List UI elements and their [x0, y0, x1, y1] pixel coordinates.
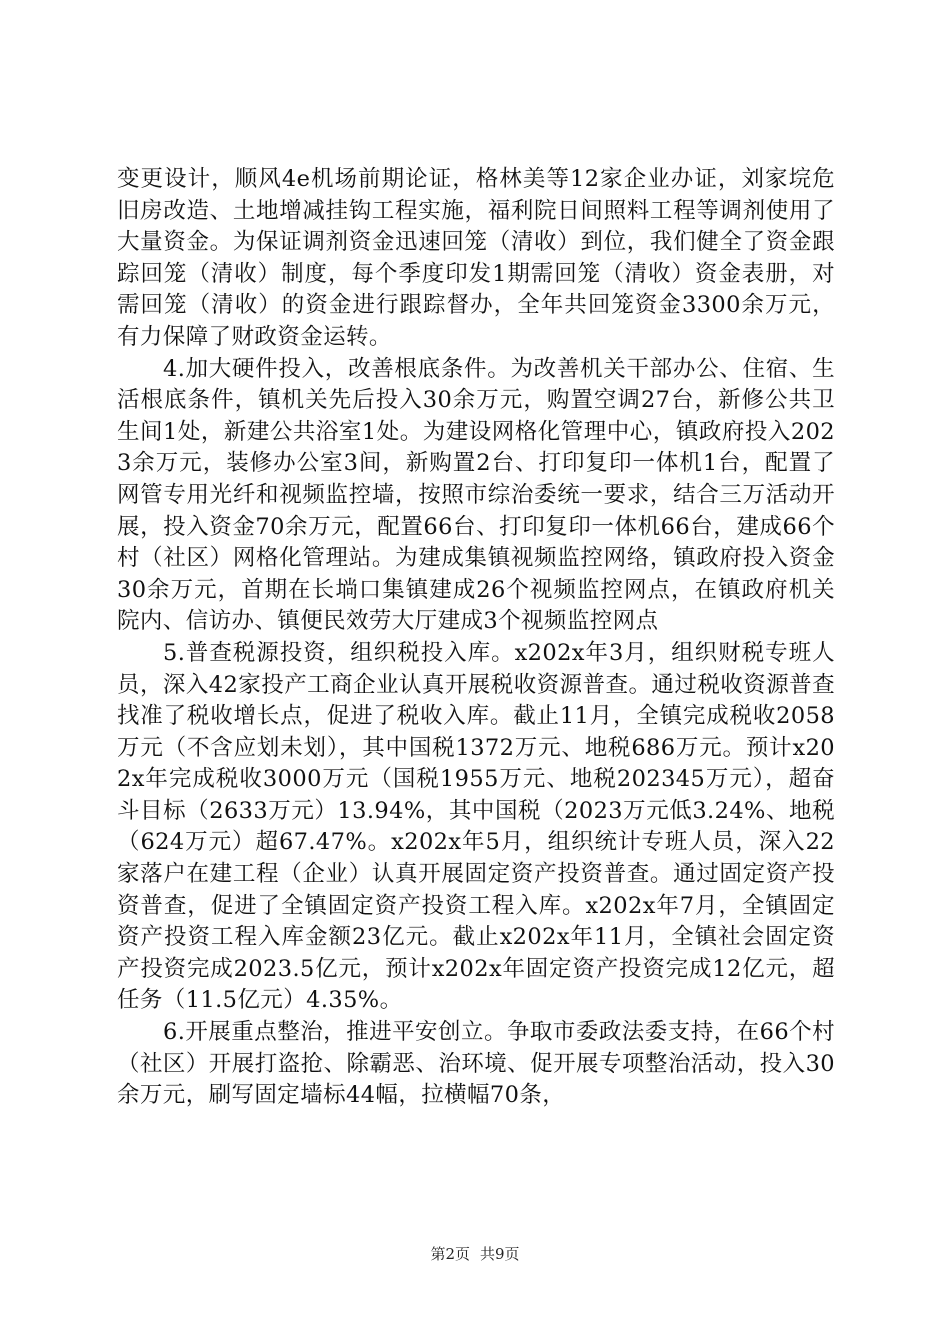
paragraph-continuation: 变更设计，顺风4e机场前期论证，格林美等12家企业办证，刘家垸危旧房改造、土地增减挂钩工程实施，福利院日间照料工程等调剂使用了大量资金。为保证调剂资金迅速回笼（清收）到位，我们健全了资金跟踪回笼（清收）制度，每个季度印发1期需回笼（清收）资金表册，对需回笼（清收）的资金进行跟踪督办，全年共回笼资金3300余万元，有力保障了财政资金运转。 — [117, 166, 835, 350]
total-pages: 共9页 — [480, 1245, 520, 1263]
document-body — [117, 164, 835, 1112]
paragraph-key-rectification: 6.开展重点整治，推进平安创立。争取市委政法委支持，在66个村（社区）开展打盗抢、除霸恶、治环境、促开展专项整治活动，投入30余万元，刷写固定墙标44幅，拉横幅70条， — [117, 1019, 835, 1109]
paragraph-hardware-investment: 4.加大硬件投入，改善根底条件。为改善机关干部办公、住宿、生活根底条件，镇机关先后投入30余万元，购置空调27台，新修公共卫生间1处，新建公共浴室1处。为建设网格化管理中心，镇政府投入2023余万元，装修办公室3间，新购置2台、打印复印一体机1台，配置了网管专用光纤和视频监控墙，按照市综治委统一要求，结合三万活动开展，投入资金70余万元，配置66台、打印复印一体机66台，建成66个村（社区）网格化管理站。为建成集镇视频监控网络，镇政府投入资金30余万元，首期在长埫口集镇建成26个视频监控网点，在镇政府机关院内、信访办、镇便民效劳大厅建成3个视频监控网点 — [117, 355, 835, 635]
paragraph-tax-source-survey: 5.普查税源投资，组织税投入库。x202x年3月，组织财税专班人员，深入42家投产工商企业认真开展税收资源普查。通过税收资源普查找准了税收增长点，促进了税收入库。截止11月，全镇完成税收2058万元（不含应划未划），其中国税1372万元、地税686万元。预计x202x年完成税收3000万元（国税1955万元、地税202345万元），超奋斗目标（2633万元）13.94%，其中国税（2023万元低3.24%、地税（624万元）超67.47%。x202x年5月，组织统计专班人员，深入22家落户在建工程（企业）认真开展固定资产投资普查。通过固定资产投资普查，促进了全镇固定资产投资工程入库。x202x年7月，全镇固定资产投资工程入库金额23亿元。截止x202x年11月，全镇社会固定资产投资完成2023.5亿元，预计x202x年固定资产投资完成12亿元，超任务（11.5亿元）4.35%。 — [117, 639, 835, 1014]
page-number: 第2页 — [430, 1245, 470, 1263]
page-footer — [0, 1244, 950, 1264]
